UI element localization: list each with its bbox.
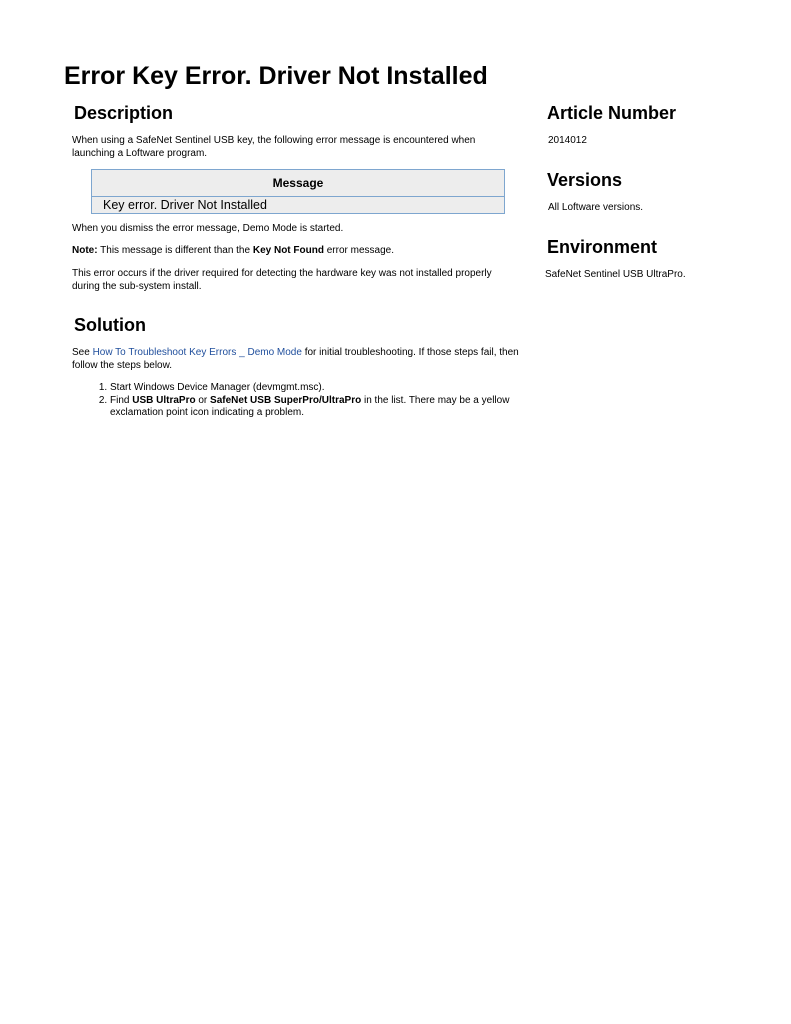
- environment-heading: Environment: [547, 237, 658, 257]
- solution-see: See: [72, 347, 93, 358]
- message-table: [91, 169, 505, 214]
- troubleshoot-link[interactable]: How To Troubleshoot Key Errors _ Demo Mode: [92, 347, 302, 358]
- versions-heading: Versions: [547, 170, 623, 190]
- solution-steps: [72, 382, 512, 420]
- cause-text: This error occurs if the driver required for detecting the hardware key was not installed properly during the sub-system install.: [72, 268, 492, 292]
- solution-intro: [72, 347, 520, 372]
- description-intro: When using a SafeNet Sentinel USB key, the following error message is encountered when launching a Loftware program.: [72, 135, 476, 159]
- step-2-post: in the list. There may be a yellow exclamation point icon indicating a problem.: [110, 394, 510, 418]
- note-label: Note:: [72, 245, 98, 256]
- note-text-before: This message is different than the: [97, 245, 253, 256]
- article-number-heading: Article Number: [547, 103, 677, 123]
- step-1-text: Start Windows Device Manager (devmgmt.msc).: [110, 382, 325, 393]
- note-text-after: error message.: [323, 245, 394, 256]
- solution-heading: Solution: [74, 315, 146, 335]
- step-2-bold1: USB UltraPro: [132, 394, 196, 406]
- article-number-value: 2014012: [548, 135, 587, 146]
- list-item: [110, 382, 512, 395]
- step-2-pre: Find: [110, 394, 133, 406]
- list-item: [110, 395, 512, 420]
- message-table-header: Message: [92, 170, 505, 197]
- note-bold: Key Not Found: [252, 245, 324, 256]
- step-2-mid: or: [195, 394, 211, 406]
- dismiss-text: When you dismiss the error message, Demo Mode is started.: [72, 223, 344, 234]
- page-title: Error Key Error. Driver Not Installed: [64, 62, 488, 90]
- versions-text: All Loftware versions.: [548, 202, 644, 213]
- step-2-bold2: SafeNet USB SuperPro/UltraPro: [210, 394, 362, 406]
- description-heading: Description: [74, 103, 174, 123]
- environment-text: SafeNet Sentinel USB UltraPro.: [545, 269, 686, 280]
- solution-after-link: for initial troubleshooting. If those steps fail, then follow the steps below.: [72, 347, 519, 371]
- message-table-cell: Key error. Driver Not Installed: [92, 197, 505, 214]
- note-paragraph: [72, 245, 512, 258]
